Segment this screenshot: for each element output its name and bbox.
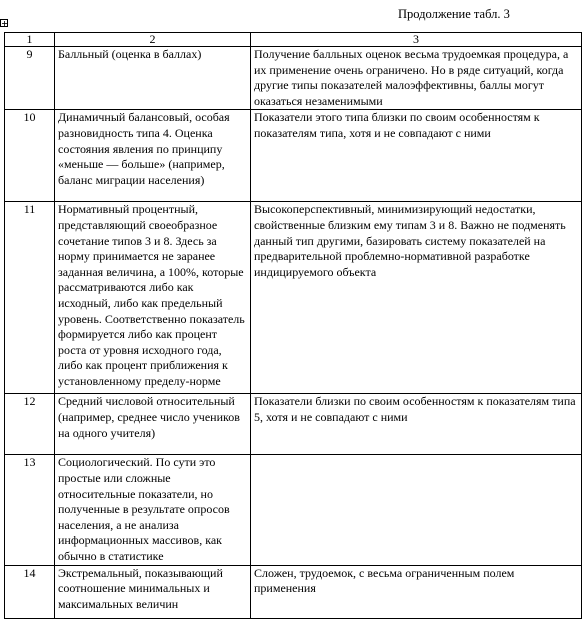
table-row — [5, 565, 582, 618]
move-arrows-icon — [1, 20, 9, 28]
indicator-description-cell: Получение балльных оценок весьма трудоемкая процедура, а их применение очень ограничено. Но в ряде ситуаций, когда другие типы показателей малоэффективны, баллы могут оказаться незаменимыми — [251, 47, 582, 110]
indicator-description-cell: Показатели этого типа близки по своим особенностям к показателям типа, хотя и не совпадают с ними — [251, 110, 582, 202]
table-caption: Продолжение табл. 3 — [398, 7, 510, 21]
row-number: 9 — [5, 47, 55, 110]
indicator-type-cell: Балльный (оценка в баллах) — [55, 47, 251, 110]
table-row — [5, 455, 582, 565]
indicator-type-cell: Социологический. По сути это простые или сложные относительные показатели, но полученные в результате опросов населения, а не анализа информационных массивов, как обычно в статистике — [55, 455, 251, 565]
row-number: 10 — [5, 110, 55, 202]
row-number: 14 — [5, 565, 55, 618]
table-move-handle[interactable] — [0, 19, 8, 27]
indicator-type-cell: Нормативный процентный, представляющий своеобразное сочетание типов 3 и 8. Здесь за норму принимается не заранее заданная величина, а 100%, которые рассматриваются либо как исходный, либо как предельный уровень. Соответственно показатель формируется либо как процент роста от уровня исходного года, либо как процент приближения к установленному пределу-норме — [55, 202, 251, 394]
indicator-type-cell: Средний числовой относительный (например, среднее число учеников на одного учителя) — [55, 394, 251, 455]
column-header-3: 3 — [251, 33, 582, 47]
indicator-description-cell: Высокоперспективный, минимизирующий недостатки, свойственные близким ему типам 3 и 8. Важно не подменять данный тип другими, базировать систему показателей на предварительной проблемно-нормативной разработке индицируемого объекта — [251, 202, 582, 394]
indicator-description-cell — [251, 455, 582, 565]
indicator-types-table — [4, 32, 582, 619]
indicator-type-cell: Экстремальный, показывающий соотношение минимальных и максимальных величин — [55, 565, 251, 618]
column-header-2: 2 — [55, 33, 251, 47]
row-number: 13 — [5, 455, 55, 565]
indicator-type-cell: Динамичный балансовый, особая разновидность типа 4. Оценка состояния явления по принципу «меньше — больше» (например, баланс миграции населения) — [55, 110, 251, 202]
column-header-1: 1 — [5, 33, 55, 47]
header-row — [5, 33, 582, 47]
row-number: 12 — [5, 394, 55, 455]
table-row — [5, 394, 582, 455]
indicator-description-cell: Показатели близки по своим особенностям к показателям типа 5, хотя и не совпадают с ними — [251, 394, 582, 455]
indicator-description-cell: Сложен, трудоемок, с весьма ограниченным полем применения — [251, 565, 582, 618]
table-row — [5, 110, 582, 202]
row-number: 11 — [5, 202, 55, 394]
table-row — [5, 47, 582, 110]
table-row — [5, 202, 582, 394]
